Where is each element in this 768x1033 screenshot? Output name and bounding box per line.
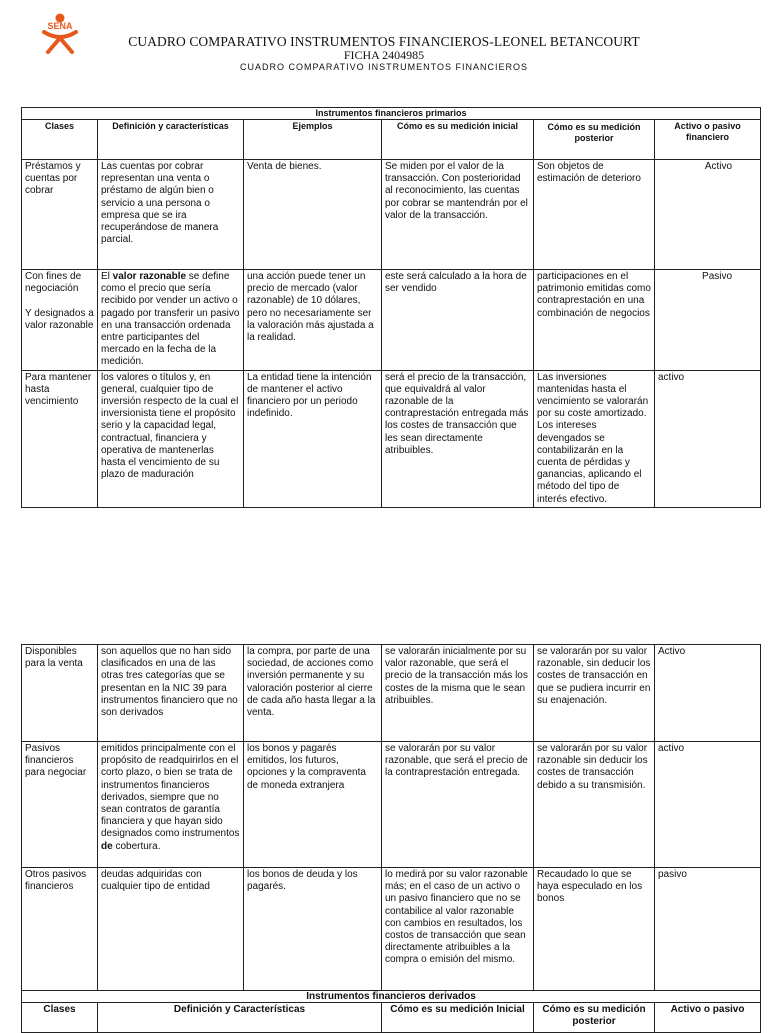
cell-definicion xyxy=(98,742,244,868)
header-cell: Cómo es su medición Inicial xyxy=(382,1003,534,1033)
table-row xyxy=(22,868,761,991)
header-cell: Clases xyxy=(22,120,98,160)
cell-definicion: deudas adquiridas con cualquier tipo de entidad xyxy=(98,868,244,991)
header-row xyxy=(22,120,761,160)
table-row xyxy=(22,370,761,507)
text-fragment: cobertura. xyxy=(112,840,161,852)
cell-clase: Con fines de negociación Y designados a valor razonable xyxy=(22,270,98,371)
cell-ejemplos: los bonos de deuda y los pagarés. xyxy=(244,868,382,991)
cell-ejemplos: los bonos y pagarés emitidos, los futuros, opciones y la compraventa de moneda extranjera xyxy=(244,742,382,868)
text-fragment: emitidos principalmente con el propósito de readquirirlos en el corto plazo, o bien se trata de instrumentos financieros derivados, siempre que no sean contratos de garantía financiera y que hayan sido designados como instrumentos xyxy=(101,743,240,840)
cell-inicial: se valorarán inicialmente por su valor razonable, que será el precio de la transacción más los costes de la misma que le sean atribuibles. xyxy=(382,645,534,742)
cell-posterior: Son objetos de estimación de deterioro xyxy=(534,160,655,270)
table-caption-row xyxy=(22,991,761,1003)
cell-clase: Para mantener hasta vencimiento xyxy=(22,370,98,507)
header-cell: Cómo es su medición posterior xyxy=(534,120,655,160)
cell-tipo: Activo xyxy=(655,160,761,270)
cell-clase: Pasivos financieros para negociar xyxy=(22,742,98,868)
ficha-number: FICHA 2404985 xyxy=(343,48,425,62)
table-row xyxy=(22,270,761,371)
cell-posterior: se valorarán por su valor razonable sin deducir los costes de transacción debido a su transmisión. xyxy=(534,742,655,868)
header-cell: Definición y Características xyxy=(98,1003,382,1033)
table-row xyxy=(22,160,761,270)
cell-ejemplos: La entidad tiene la intención de mantener el activo financiero por un periodo indefinido. xyxy=(244,370,382,507)
derivative-instruments-table xyxy=(21,990,761,1033)
logo-text: SENA xyxy=(47,21,73,31)
cell-tipo: activo xyxy=(655,742,761,868)
table-row xyxy=(22,645,761,742)
header-cell: Cómo es su medición inicial xyxy=(382,120,534,160)
document-title: CUADRO COMPARATIVO INSTRUMENTOS FINANCIEROS-LEONEL BETANCOURT xyxy=(128,34,640,49)
cell-definicion xyxy=(98,270,244,371)
header-cell: Activo o pasivo financiero xyxy=(655,120,761,160)
cell-definicion: los valores o títulos y, en general, cualquier tipo de inversión respecto de la cual el inversionista tiene el propósito serio y la capacidad legal, contractual, financiera y operativa de mantenerlas hasta el vencimiento de su plazo de maduración xyxy=(98,370,244,507)
header-cell: Clases xyxy=(22,1003,98,1033)
text-bold: de xyxy=(101,840,113,852)
table-caption: Instrumentos financieros derivados xyxy=(22,991,761,1003)
text-bold: valor razonable xyxy=(112,271,187,282)
header-row xyxy=(22,1003,761,1033)
primary-instruments-table-continued xyxy=(21,644,761,991)
cell-tipo: activo xyxy=(655,370,761,507)
cell-posterior: Recaudado lo que se haya especulado en los bonos xyxy=(534,868,655,991)
cell-ejemplos: la compra, por parte de una sociedad, de acciones como inversión permanente y su valoración posterior al cierre de cada año hasta llegar a la venta. xyxy=(244,645,382,742)
table-row xyxy=(22,742,761,868)
cell-tipo: pasivo xyxy=(655,868,761,991)
cell-posterior: participaciones en el patrimonio emitidas como contraprestación en una combinación de negocios xyxy=(534,270,655,371)
header-cell: Activo o pasivo xyxy=(655,1003,761,1033)
cell-inicial: este será calculado a la hora de ser vendido xyxy=(382,270,534,371)
cell-clase: Préstamos y cuentas por cobrar xyxy=(22,160,98,270)
table-caption-row xyxy=(22,108,761,120)
cell-inicial: lo medirá por su valor razonable más; en el caso de un activo o un pasivo financiero que no se contabilice al valor razonable con cambios en resultados, los costos de transacción que sean directamente atribuibles a la compra o emisión del mismo. xyxy=(382,868,534,991)
cell-inicial: se valorarán por su valor razonable, que será el precio de la contraprestación entregada. xyxy=(382,742,534,868)
cell-posterior: se valorarán por su valor razonable, sin deducir los costes de transacción en que se pudiera incurrir en su enajenación. xyxy=(534,645,655,742)
cell-inicial: Se miden por el valor de la transacción. Con posterioridad al reconocimiento, las cuentas por cobrar se mantendrán por el valor de la transacción. xyxy=(382,160,534,270)
cell-inicial: será el precio de la transacción, que equivaldrá al valor razonable de la contraprestación entregada más los costes de transacción que les sean directamente atribuibles. xyxy=(382,370,534,507)
text-fragment: El xyxy=(101,271,113,282)
cell-posterior: Las inversiones mantenidas hasta el vencimiento se valorarán por su coste amortizado. Los intereses devengados se contabilizarán en la cuenta de pérdidas y ganancias, aplicando el método del tipo de interés efectivo. xyxy=(534,370,655,507)
cell-ejemplos: una acción puede tener un precio de mercado (valor razonable) de 10 dólares, pero no necesariamente ser la valoración más ajustada a la realidad. xyxy=(244,270,382,371)
header-cell: Cómo es su medición posterior xyxy=(534,1003,655,1033)
header-cell: Definición y características xyxy=(98,120,244,160)
document-subtitle: CUADRO COMPARATIVO INSTRUMENTOS FINANCIEROS xyxy=(239,62,529,72)
cell-definicion: son aquellos que no han sido clasificados en una de las otras tres categorías que se presentan en la NIC 39 para instrumentos financiero que no son derivados xyxy=(98,645,244,742)
cell-definicion: Las cuentas por cobrar representan una venta o préstamo de algún bien o servicio a una persona o empresa que se ira recuperándose de manera parcial. xyxy=(98,160,244,270)
header-cell: Ejemplos xyxy=(244,120,382,160)
table-caption: Instrumentos financieros primarios xyxy=(22,108,761,120)
primary-instruments-table xyxy=(21,107,761,508)
cell-tipo: Activo xyxy=(655,645,761,742)
cell-tipo: Pasivo xyxy=(655,270,761,371)
cell-clase: Otros pasivos financieros xyxy=(22,868,98,991)
cell-ejemplos: Venta de bienes. xyxy=(244,160,382,270)
text-fragment: se define como el precio que sería recibido por vender un activo o pagado por transferir un pasivo en una transacción ordenada entre participantes del mercado en la fecha de la medición. xyxy=(101,271,240,368)
cell-clase: Disponibles para la venta xyxy=(22,645,98,742)
